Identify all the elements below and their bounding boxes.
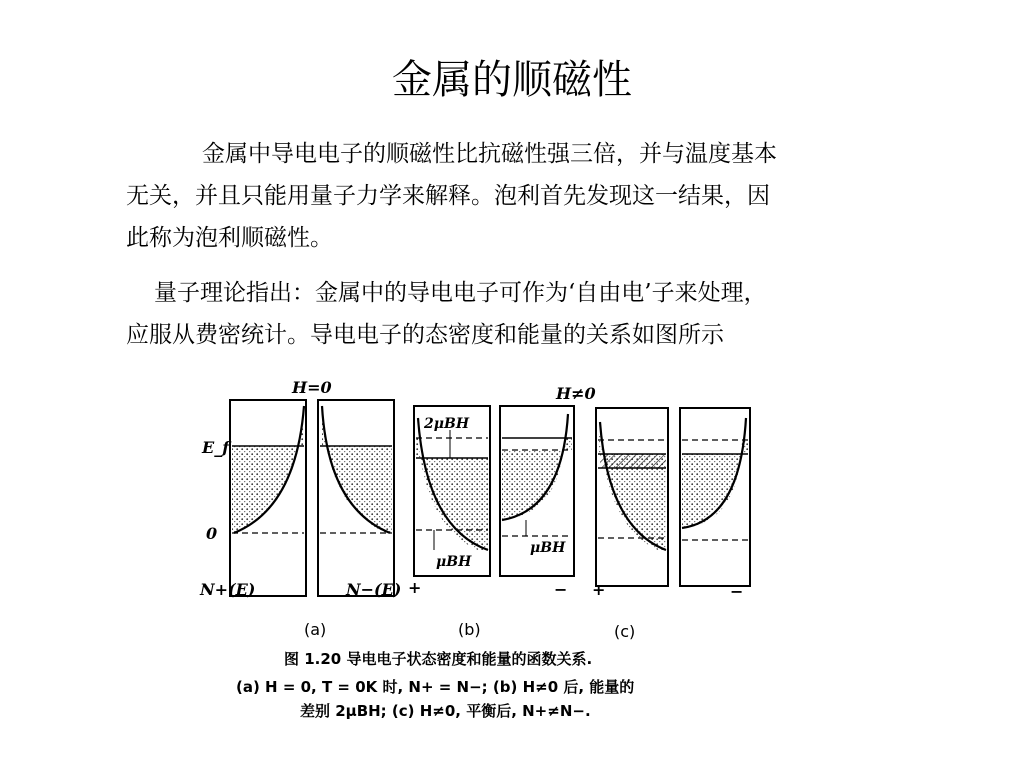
paragraph-line: 应服从费密统计。导电电子的态密度和能量的关系如图所示 — [126, 322, 724, 348]
label-fermi-energy: E_f — [202, 438, 230, 457]
panel-c-left — [596, 408, 668, 586]
figure-caption-line: (a) H = 0, T = 0K 时, N+ = N−; (b) H≠0 后, 能量的 — [236, 678, 635, 696]
label-plus-b: + — [408, 578, 422, 597]
subfigure-label-b: (b) — [458, 620, 481, 639]
label-n-plus: N+(E) — [200, 580, 256, 599]
panel-a-right — [318, 400, 394, 596]
label-minus-b: − — [554, 580, 568, 599]
paragraph-line: 量子理论指出：金属中的导电电子可作为‘自由电’子来处理， — [154, 280, 767, 306]
label-zero-energy: 0 — [206, 524, 218, 543]
panel-a-left — [230, 400, 306, 596]
label-mu-b-h-right: μBH — [530, 540, 566, 556]
figure-caption-line: 差别 2μBH; (c) H≠0, 平衡后, N+≠N−. — [300, 702, 591, 720]
paragraph-theory — [126, 272, 926, 356]
panel-c-right — [680, 408, 750, 586]
subfigure-label-a: (a) — [304, 620, 327, 639]
figure-drawing — [196, 378, 756, 628]
label-mu-b-h-left: μBH — [436, 554, 472, 570]
paragraph-line: 金属中导电电子的顺磁性比抗磁性强三倍，并与温度基本 — [202, 141, 777, 167]
label-plus-c: + — [592, 580, 606, 599]
label-minus-c: − — [730, 582, 744, 601]
label-two-mu-b-h: 2μBH — [424, 416, 470, 432]
paragraph-intro — [126, 133, 926, 259]
density-of-states-figure — [196, 378, 756, 628]
label-h-nonzero: H≠0 — [556, 384, 596, 403]
subfigure-label-c: (c) — [614, 622, 636, 641]
paragraph-line: 此称为泡利顺磁性。 — [126, 225, 333, 251]
paragraph-line: 无关，并且只能用量子力学来解释。泡利首先发现这一结果，因 — [126, 183, 770, 209]
label-n-minus: N−(E) — [346, 580, 402, 599]
figure-caption-title: 图 1.20 导电电子状态密度和能量的函数关系. — [284, 650, 593, 668]
slide-title: 金属的顺磁性 — [392, 57, 632, 103]
label-h-zero: H=0 — [292, 378, 332, 397]
